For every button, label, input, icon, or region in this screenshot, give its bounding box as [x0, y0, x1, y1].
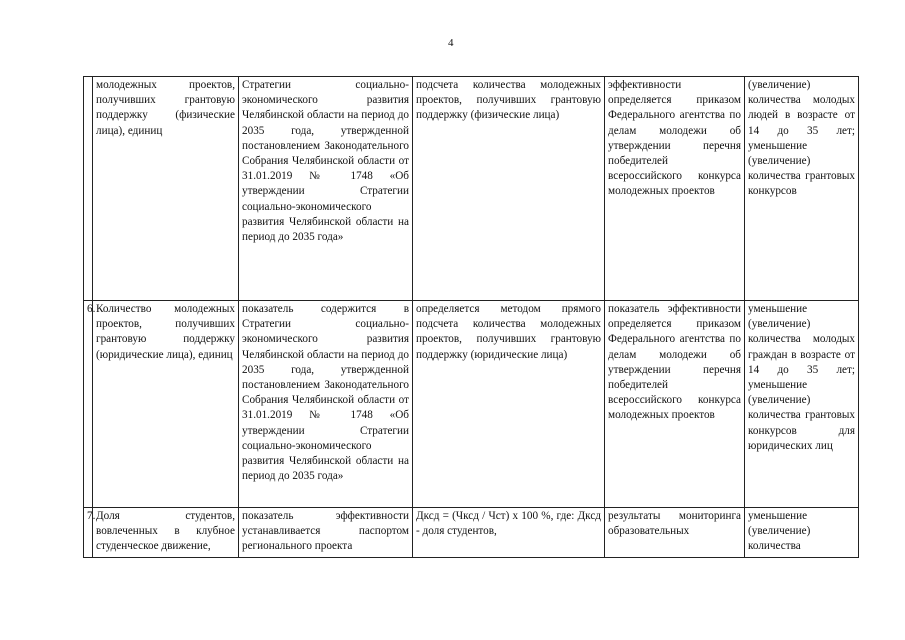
efficiency-cell: эффективности определяется приказом Федерального агентства по делам молодежи об утверждении перечня победителей всероссийского конкурса молодежных проектов: [605, 77, 745, 301]
dynamics-cell: [745, 508, 859, 558]
indicator-name-cell: Количество молодежных проектов, получивших грантовую поддержку (юридические лица), единиц: [93, 301, 239, 508]
method-cell: [413, 508, 605, 558]
method-cell: подсчета количества молодежных проектов, получивших грантовую поддержку (физические лица): [413, 77, 605, 301]
row-number: 6.: [84, 301, 93, 508]
table-row: [84, 508, 859, 558]
method-cell: определяется методом прямого подсчета количества молодежных проектов, получивших грантовую поддержку (юридические лица): [413, 301, 605, 508]
source-cell: Стратегии социально-экономического развития Челябинской области на период до 2035 года, утвержденной постановлением Законодательного Собрания Челябинской области от 31.01.2019 № 1748 «Об утверждении Стратегии социально-экономического развития Челябинской области на период до 2035 года»: [239, 77, 413, 301]
source-cell: [239, 508, 413, 558]
indicators-table: [83, 76, 859, 558]
row-number: 7.: [84, 508, 93, 558]
efficiency-cell: [605, 508, 745, 558]
indicator-name-cell: молодежных проектов, получивших грантовую поддержку (физические лица), единиц: [93, 77, 239, 301]
dynamics-text: уменьшение (увеличение) количества: [748, 510, 811, 553]
table-row: [84, 77, 859, 301]
row-number: [84, 77, 93, 301]
page-number: 4: [448, 37, 454, 49]
dynamics-cell: (увеличение) количества молодых людей в возрасте от 14 до 35 лет; уменьшение (увеличение) количества грантовых конкурсов: [745, 77, 859, 301]
dynamics-cell: уменьшение (увеличение) количества молодых граждан в возрасте от 14 до 35 лет; уменьшение (увеличение) количества грантовых конкурсов для юридических лиц: [745, 301, 859, 508]
source-cell: показатель содержится в Стратегии социально-экономического развития Челябинской области на период до 2035 года, утвержденной постановлением Законодательного Собрания Челябинской области от 31.01.2019 № 1748 «Об утверждении Стратегии социально-экономического развития Челябинской области на период до 2035 года»: [239, 301, 413, 508]
table-row: [84, 301, 859, 508]
efficiency-cell: показатель эффективности определяется приказом Федерального агентства по делам молодежи об утверждении перечня победителей всероссийского конкурса молодежных проектов: [605, 301, 745, 508]
indicator-name-cell: [93, 508, 239, 558]
indicator-name-text: Доля студентов, вовлеченных в клубное студенческое движение,: [96, 510, 235, 553]
source-text: показатель эффективности устанавливается паспортом регионального проекта: [242, 510, 409, 553]
method-text: Дксд = (Чксд / Чст) x 100 %, где: Дксд - доля студентов,: [416, 510, 601, 538]
efficiency-text: результаты мониторинга образовательных: [608, 510, 741, 538]
